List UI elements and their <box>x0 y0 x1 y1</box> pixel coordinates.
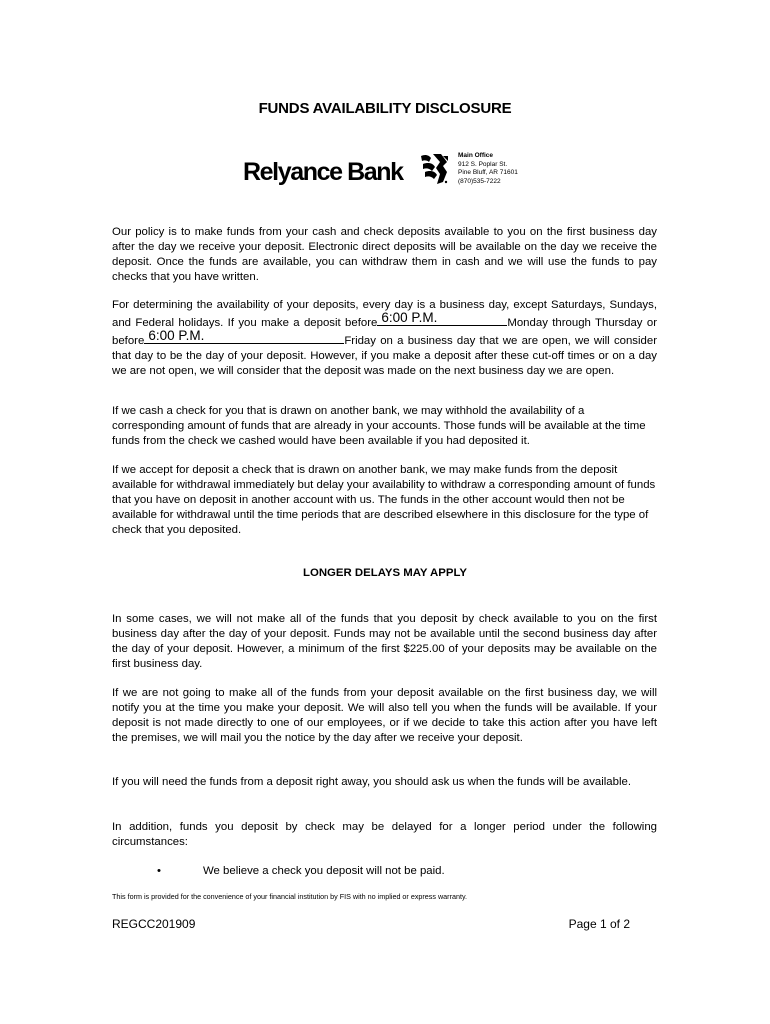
friday-cutoff-field <box>144 328 344 344</box>
form-code: REGCC201909 <box>112 917 196 931</box>
bullet-item: We believe a check you deposit will not be paid. <box>203 865 445 877</box>
business-day-text-b: Monday through Thursday or before <box>112 317 657 347</box>
page-number: Page 1 of 2 <box>568 917 630 931</box>
office-city: Pine Bluff, AR 71601 <box>458 169 518 177</box>
relyance-bank-logo-icon <box>419 152 449 186</box>
delay-cases-paragraph: In some cases, we will not make all of the funds that you deposit by check available to you on the first business day after the day of your deposit. Funds may not be available until the second business day after the day of your deposit. However, a minimum of the first $225.00 of your deposits may be available on the first business day. <box>112 613 657 670</box>
office-street: 912 S. Poplar St. <box>458 160 508 168</box>
policy-paragraph: Our policy is to make funds from your cash and check deposits available to you on the first business day after the day we receive your deposit. Electronic direct deposits will be available on the day we receive the deposit. Once the funds are available, you can withdraw them in cash and we will use the funds to pay checks that you have written. <box>112 226 657 283</box>
friday-cutoff-value: 6:00 P.M. <box>148 328 205 343</box>
business-day-paragraph <box>112 298 657 379</box>
weekday-cutoff-field <box>377 310 507 326</box>
business-day-text-a: For determining the availability of your deposits, every day is a business day, except Saturdays, Sundays, and Federal holidays. If you make a deposit before <box>112 299 657 329</box>
cashed-check-paragraph: If we cash a check for you that is drawn on another bank, we may withhold the availability of a corresponding amount of funds that are already in your accounts. Those funds will be available at the time funds from the check we cashed would have been available if you had deposited it. <box>112 405 646 447</box>
bullet-marker: • <box>157 865 161 877</box>
main-office-address <box>458 152 518 186</box>
document-title: FUNDS AVAILABILITY DISCLOSURE <box>258 100 512 117</box>
fis-disclaimer: This form is provided for the convenience of your financial institution by FIS with no implied or express warranty. <box>112 892 468 901</box>
notification-paragraph: If we are not going to make all of the funds from your deposit available on the first business day, we will notify you at the time you make your deposit. We will also tell you when the funds will be available. If your deposit is not made directly to one of our employees, or if we decide to take this action after you have left the premises, we will mail you the notice by the day after we receive your deposit. <box>112 687 657 744</box>
office-phone: (870)535-7222 <box>458 177 501 185</box>
office-title: Main Office <box>458 152 494 159</box>
longer-delays-heading: LONGER DELAYS MAY APPLY <box>303 567 467 579</box>
business-day-text-c: Friday on a business day that we are open, we will consider that day to be the day of your deposit. However, if you make a deposit after these cut-off times or on a day we are not open, we will consider that the deposit was made on the next business day we are open. <box>112 335 657 377</box>
deposit-check-paragraph: If we accept for deposit a check that is drawn on another bank, we may make funds from the deposit available for withdrawal immediately but delay your availability to withdraw a corresponding amount of funds that you have on deposit in another account with us. The funds in the other account would then not be available for withdrawal until the time periods that are described elsewhere in this disclosure for the type of check that you deposited. <box>112 464 656 536</box>
circumstances-paragraph: In addition, funds you deposit by check may be delayed for a longer period under the following circumstances: <box>112 821 657 848</box>
need-funds-paragraph: If you will need the funds from a deposit right away, you should ask us when the funds will be available. <box>112 776 631 788</box>
weekday-cutoff-value: 6:00 P.M. <box>381 310 438 325</box>
bank-name: Relyance Bank <box>243 158 403 186</box>
